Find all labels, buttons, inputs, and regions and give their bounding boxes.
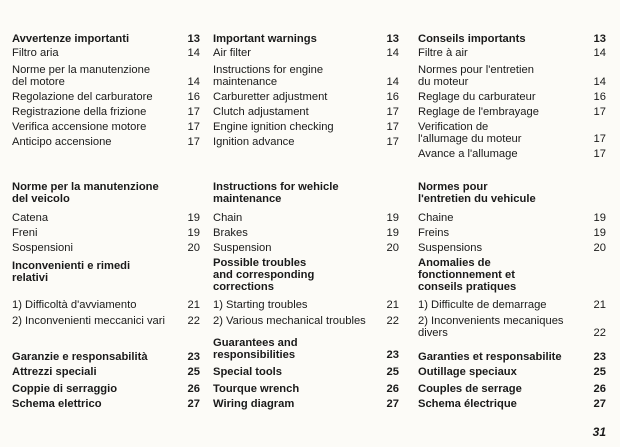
toc-entry xyxy=(12,242,200,254)
toc-entry-page: 16 xyxy=(386,91,399,103)
toc-entry xyxy=(12,227,200,239)
toc-entry-page: 14 xyxy=(187,76,200,88)
toc-entry-title: 1) Difficulte de demarrage xyxy=(418,299,547,311)
toc-entry xyxy=(418,315,606,339)
toc-entry-page: 17 xyxy=(187,106,200,118)
toc-entry-title: Reglage du carburateur xyxy=(418,91,536,103)
toc-entry-title: Suspension xyxy=(213,242,272,254)
toc-entry-title: Garanzie e responsabilità xyxy=(12,351,148,363)
toc-entry xyxy=(213,212,399,224)
toc-entry-page: 14 xyxy=(593,47,606,59)
toc-entry-title: Ignition advance xyxy=(213,136,295,148)
toc-entry-page: 19 xyxy=(386,227,399,239)
toc-entry xyxy=(213,315,399,327)
toc-entry xyxy=(213,47,399,59)
toc-entry xyxy=(418,148,606,160)
toc-entry xyxy=(418,299,606,311)
section-heading-troubleshooting: Anomalies de fonctionnement et conseils pratiques xyxy=(418,257,517,293)
toc-entry-page: 22 xyxy=(593,327,606,339)
toc-entry xyxy=(213,227,399,239)
toc-entry-title: Avvertenze importanti xyxy=(12,33,130,45)
toc-entry xyxy=(12,398,200,410)
toc-entry xyxy=(418,33,606,45)
toc-entry-title: Norme per la manutenzione del motore xyxy=(12,64,151,88)
toc-entry xyxy=(418,383,606,395)
toc-entry xyxy=(418,106,606,118)
toc-entry-title: Instructions for engine maintenance xyxy=(213,64,324,88)
toc-entry-title: Garanties et responsabilite xyxy=(418,351,562,363)
toc-entry xyxy=(418,64,606,88)
toc-entry-title: Schema elettrico xyxy=(12,398,102,410)
section-heading-vehicle-maintenance: Norme per la manutenzione del veicolo xyxy=(12,181,159,205)
toc-entry xyxy=(418,91,606,103)
toc-entry-page: 19 xyxy=(593,227,606,239)
toc-entry-page: 14 xyxy=(187,47,200,59)
toc-entry-title: Chain xyxy=(213,212,243,224)
toc-entry-title: 1) Starting troubles xyxy=(213,299,308,311)
toc-entry-title: Sospensioni xyxy=(12,242,73,254)
toc-entry-title: Engine ignition checking xyxy=(213,121,334,133)
toc-entry xyxy=(418,47,606,59)
toc-entry-page: 21 xyxy=(187,299,200,311)
toc-entry-title: Normes pour l'entretien du moteur xyxy=(418,64,534,88)
toc-entry-title: Avance a l'allumage xyxy=(418,148,518,160)
toc-entry-title: Air filter xyxy=(213,47,251,59)
toc-entry-page: 25 xyxy=(386,366,399,378)
toc-entry-title: Outillage speciaux xyxy=(418,366,517,378)
toc-entry xyxy=(418,351,606,363)
toc-entry xyxy=(12,315,200,327)
toc-entry-page: 17 xyxy=(593,133,606,145)
toc-entry-title: Reglage de l'embrayage xyxy=(418,106,539,118)
toc-entry-title: Important warnings xyxy=(213,33,317,45)
toc-entry-title: Suspensions xyxy=(418,242,483,254)
toc-entry xyxy=(12,383,200,395)
toc-entry-page: 17 xyxy=(386,121,399,133)
toc-entry-page: 13 xyxy=(187,33,200,45)
toc-entry-page: 13 xyxy=(593,33,606,45)
toc-entry xyxy=(418,227,606,239)
toc-entry-page: 23 xyxy=(187,351,200,363)
toc-entry-page: 19 xyxy=(187,227,200,239)
page-number: 31 xyxy=(592,425,606,439)
toc-entry-title: Brakes xyxy=(213,227,248,239)
toc-entry xyxy=(418,121,606,145)
toc-entry-page: 14 xyxy=(386,47,399,59)
toc-entry xyxy=(213,64,399,88)
toc-entry-title: Guarantees and responsibilities xyxy=(213,337,298,361)
toc-entry xyxy=(213,121,399,133)
toc-entry-page: 21 xyxy=(386,299,399,311)
toc-entry-page: 20 xyxy=(593,242,606,254)
toc-entry-page: 17 xyxy=(593,106,606,118)
toc-entry xyxy=(213,337,399,361)
toc-entry-title: Coppie di serraggio xyxy=(12,383,118,395)
toc-entry xyxy=(213,242,399,254)
toc-entry xyxy=(418,242,606,254)
toc-entry-title: 2) Inconvenients mecaniques divers xyxy=(418,315,564,339)
toc-entry-title: Freins xyxy=(418,227,450,239)
toc-entry xyxy=(213,91,399,103)
toc-entry-title: Special tools xyxy=(213,366,283,378)
toc-entry-title: 2) Various mechanical troubles xyxy=(213,315,366,327)
toc-entry-title: Verification de l'allumage du moteur xyxy=(418,121,522,145)
toc-entry-page: 16 xyxy=(187,91,200,103)
toc-entry-title: Chaine xyxy=(418,212,454,224)
toc-entry-page: 17 xyxy=(187,136,200,148)
section-heading-vehicle-maintenance: Normes pour l'entretien du vehicule xyxy=(418,181,536,205)
toc-entry-page: 25 xyxy=(187,366,200,378)
toc-entry-title: 1) Difficoltà d'avviamento xyxy=(12,299,137,311)
toc-entry-title: Registrazione della frizione xyxy=(12,106,147,118)
toc-entry xyxy=(213,398,399,410)
toc-entry xyxy=(12,121,200,133)
toc-entry-title: Regolazione del carburatore xyxy=(12,91,153,103)
toc-entry-page: 20 xyxy=(386,242,399,254)
toc-entry-page: 19 xyxy=(593,212,606,224)
toc-entry xyxy=(12,136,200,148)
toc-entry-page: 14 xyxy=(386,76,399,88)
toc-entry xyxy=(213,33,399,45)
toc-entry-page: 27 xyxy=(187,398,200,410)
toc-entry-title: Wiring diagram xyxy=(213,398,295,410)
toc-entry xyxy=(12,212,200,224)
toc-entry-title: Anticipo accensione xyxy=(12,136,112,148)
toc-entry-page: 26 xyxy=(593,383,606,395)
toc-entry-page: 22 xyxy=(386,315,399,327)
toc-entry-page: 23 xyxy=(386,349,399,361)
section-heading-troubleshooting: Possible troubles and corresponding corrections xyxy=(213,257,315,293)
toc-entry-page: 23 xyxy=(593,351,606,363)
toc-entry-page: 21 xyxy=(593,299,606,311)
toc-entry-title: Catena xyxy=(12,212,49,224)
toc-entry xyxy=(12,299,200,311)
toc-entry-title: Tourque wrench xyxy=(213,383,300,395)
toc-entry-page: 17 xyxy=(386,106,399,118)
toc-entry-page: 25 xyxy=(593,366,606,378)
toc-entry-title: Conseils importants xyxy=(418,33,526,45)
toc-entry xyxy=(12,106,200,118)
toc-entry-page: 19 xyxy=(187,212,200,224)
toc-entry-page: 26 xyxy=(386,383,399,395)
toc-entry xyxy=(418,366,606,378)
toc-entry-page: 19 xyxy=(386,212,399,224)
toc-entry-title: Clutch adjustament xyxy=(213,106,309,118)
toc-entry-title: Filtre à air xyxy=(418,47,468,59)
toc-entry xyxy=(213,136,399,148)
toc-entry xyxy=(213,299,399,311)
toc-entry xyxy=(418,398,606,410)
toc-entry-page: 14 xyxy=(593,76,606,88)
toc-entry-title: Schema électrique xyxy=(418,398,517,410)
toc-entry-page: 27 xyxy=(386,398,399,410)
section-heading-troubleshooting: Inconvenienti e rimedi relativi xyxy=(12,260,131,284)
toc-entry-title: Couples de serrage xyxy=(418,383,522,395)
toc-entry xyxy=(12,33,200,45)
toc-entry xyxy=(12,366,200,378)
toc-entry-title: Attrezzi speciali xyxy=(12,366,97,378)
toc-entry xyxy=(12,351,200,363)
toc-entry xyxy=(213,383,399,395)
toc-entry-page: 13 xyxy=(386,33,399,45)
toc-entry xyxy=(213,366,399,378)
toc-entry xyxy=(12,47,200,59)
toc-entry-page: 20 xyxy=(187,242,200,254)
toc-entry xyxy=(418,212,606,224)
toc-entry xyxy=(12,64,200,88)
toc-entry-page: 17 xyxy=(386,136,399,148)
toc-entry-title: Carburetter adjustment xyxy=(213,91,328,103)
section-heading-vehicle-maintenance: Instructions for wehicle maintenance xyxy=(213,181,339,205)
toc-entry-page: 17 xyxy=(593,148,606,160)
toc-entry-title: 2) Inconvenienti meccanici vari xyxy=(12,315,165,327)
toc-entry xyxy=(12,91,200,103)
toc-entry-page: 26 xyxy=(187,383,200,395)
toc-entry-title: Freni xyxy=(12,227,38,239)
toc-entry-page: 16 xyxy=(593,91,606,103)
toc-entry-title: Verifica accensione motore xyxy=(12,121,147,133)
toc-entry-page: 22 xyxy=(187,315,200,327)
toc-entry xyxy=(213,106,399,118)
toc-entry-page: 27 xyxy=(593,398,606,410)
toc-entry-title: Filtro aria xyxy=(12,47,59,59)
toc-entry-page: 17 xyxy=(187,121,200,133)
